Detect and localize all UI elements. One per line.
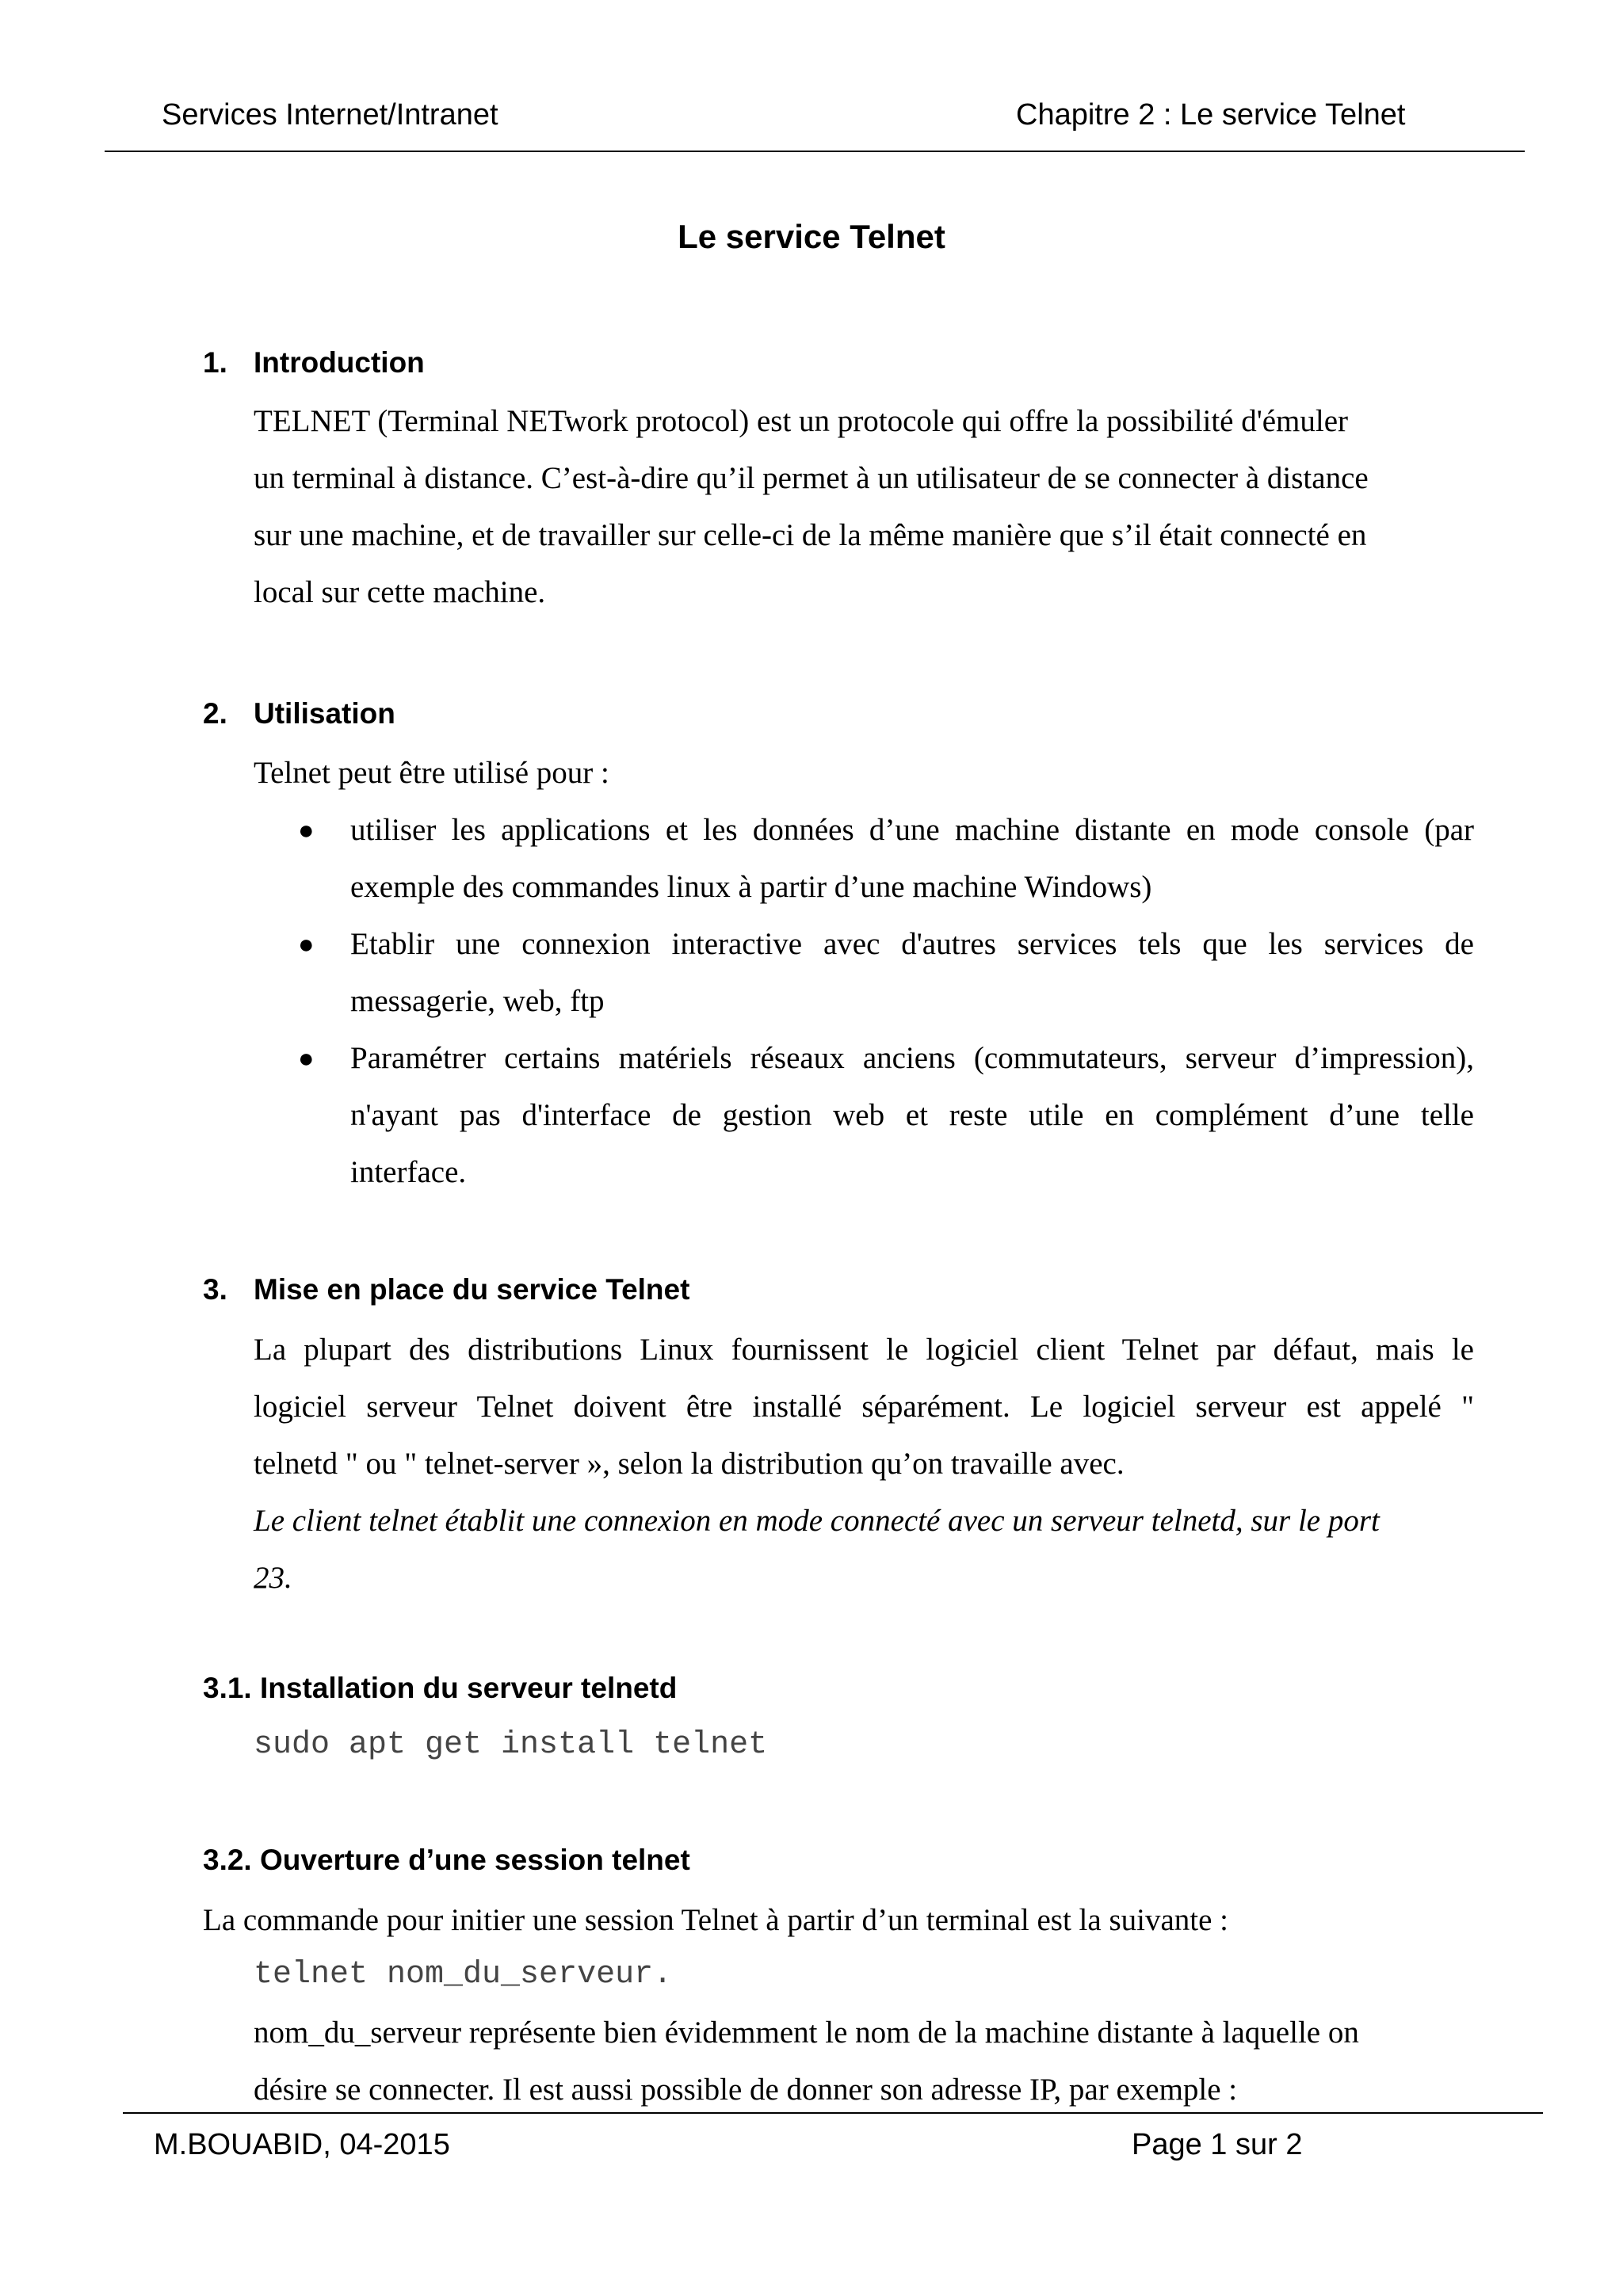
bullet-2-marker: ●	[298, 930, 315, 959]
usage-lead: Telnet peut être utilisé pour :	[254, 756, 609, 790]
footer-page-number: Page 1 sur 2	[1132, 2128, 1303, 2161]
session-lead: La commande pour initier une session Telnet à partir d’un terminal est la suivante :	[203, 1903, 1229, 1937]
header-left: Services Internet/Intranet	[162, 98, 498, 132]
bullet-2-line-2: messagerie, web, ftp	[350, 984, 605, 1018]
session-command: telnet nom_du_serveur.	[254, 1957, 673, 1993]
section-3-2-heading: 3.2. Ouverture d’une session telnet	[203, 1844, 690, 1876]
section-2-number: 2.	[203, 697, 227, 730]
section-2-heading: Utilisation	[254, 697, 395, 730]
setup-italic-line-2: 23.	[254, 1561, 292, 1595]
setup-line-1: La plupart des distributions Linux fournissent le logiciel client Telnet par défaut, mais le	[254, 1333, 1474, 1367]
footer-left: M.BOUABID, 04-2015	[154, 2128, 450, 2161]
bullet-1-line-1: utiliser les applications et les données d’une machine distante en mode console (par	[350, 813, 1474, 847]
section-3-number: 3.	[203, 1273, 227, 1306]
session-line-2: désire se connecter. Il est aussi possible de donner son adresse IP, par exemple :	[254, 2073, 1238, 2107]
header-rule	[105, 151, 1525, 152]
footer-rule	[123, 2112, 1543, 2114]
bullet-3-marker: ●	[298, 1044, 315, 1074]
bullet-3-line-1: Paramétrer certains matériels réseaux anciens (commutateurs, serveur d’impression),	[350, 1041, 1474, 1075]
intro-line-4: local sur cette machine.	[254, 575, 546, 609]
install-command: sudo apt get install telnet	[254, 1727, 768, 1763]
setup-italic-line-1: Le client telnet établit une connexion en mode connecté avec un serveur telnetd, sur le port	[254, 1504, 1380, 1538]
section-3-heading: Mise en place du service Telnet	[254, 1273, 690, 1306]
header-right: Chapitre 2 : Le service Telnet	[1016, 98, 1406, 132]
section-3-1-heading: 3.1. Installation du serveur telnetd	[203, 1672, 678, 1704]
bullet-3-line-2: n'ayant pas d'interface de gestion web et reste utile en complément d’une telle	[350, 1098, 1474, 1132]
intro-line-3: sur une machine, et de travailler sur celle-ci de la même manière que s’il était connecté en	[254, 518, 1367, 552]
bullet-1-marker: ●	[298, 816, 315, 845]
page-title: Le service Telnet	[678, 218, 945, 255]
bullet-1-line-2: exemple des commandes linux à partir d’une machine Windows)	[350, 870, 1152, 904]
intro-line-2: un terminal à distance. C’est-à-dire qu’il permet à un utilisateur de se connecter à distance	[254, 461, 1369, 495]
intro-line-1: TELNET (Terminal NETwork protocol) est un protocole qui offre la possibilité d'émuler	[254, 404, 1349, 438]
bullet-3-line-3: interface.	[350, 1155, 467, 1189]
section-1-heading: Introduction	[254, 346, 425, 379]
bullet-2-line-1: Etablir une connexion interactive avec d'autres services tels que les services de	[350, 927, 1474, 961]
section-1-number: 1.	[203, 346, 227, 379]
session-line-1: nom_du_serveur représente bien évidemment le nom de la machine distante à laquelle on	[254, 2016, 1359, 2050]
setup-line-2: logiciel serveur Telnet doivent être installé séparément. Le logiciel serveur est appelé "	[254, 1390, 1474, 1424]
setup-line-3: telnetd " ou " telnet-server », selon la distribution qu’on travaille avec.	[254, 1447, 1125, 1481]
